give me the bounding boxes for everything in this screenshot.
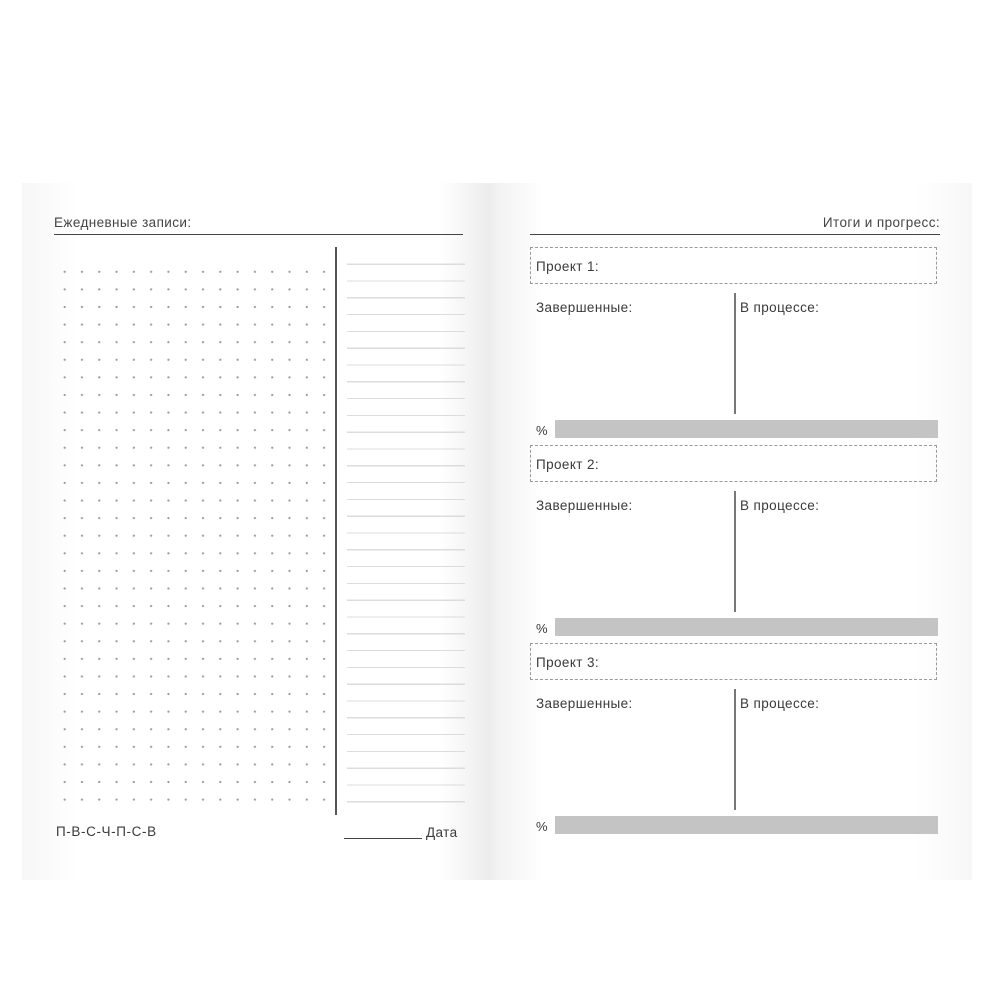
progress-bar (555, 618, 938, 636)
completed-label: Завершенные: (536, 300, 633, 315)
percent-label: % (536, 819, 548, 834)
project-label: Проект 2: (536, 457, 600, 472)
title-underline (54, 234, 463, 235)
summary-progress-title: Итоги и прогресс: (822, 215, 940, 230)
vertical-divider (335, 247, 337, 815)
dot-grid-area (56, 263, 328, 811)
notebook-spread (22, 183, 972, 880)
in-progress-label: В процессе: (740, 498, 820, 513)
left-page (22, 183, 496, 880)
date-line (344, 838, 422, 839)
weekday-letters: П-В-С-Ч-П-С-В (56, 824, 157, 839)
completed-label: Завершенные: (536, 498, 633, 513)
column-divider (734, 689, 736, 810)
project-label: Проект 1: (536, 259, 600, 274)
completed-label: Завершенные: (536, 696, 633, 711)
project-section-3 (498, 643, 972, 841)
right-page (498, 183, 972, 880)
project-section-2 (498, 445, 972, 643)
column-divider (734, 293, 736, 414)
date-label: Дата (426, 825, 458, 840)
percent-label: % (536, 621, 548, 636)
in-progress-label: В процессе: (740, 300, 820, 315)
project-section-1 (498, 247, 972, 445)
progress-bar (555, 420, 938, 438)
column-divider (734, 491, 736, 612)
progress-bar (555, 816, 938, 834)
in-progress-label: В процессе: (740, 696, 820, 711)
daily-notes-title: Ежедневные записи: (54, 215, 192, 230)
title-underline (530, 234, 940, 235)
ruled-lines-area (347, 248, 465, 811)
percent-label: % (536, 423, 548, 438)
project-label: Проект 3: (536, 655, 600, 670)
